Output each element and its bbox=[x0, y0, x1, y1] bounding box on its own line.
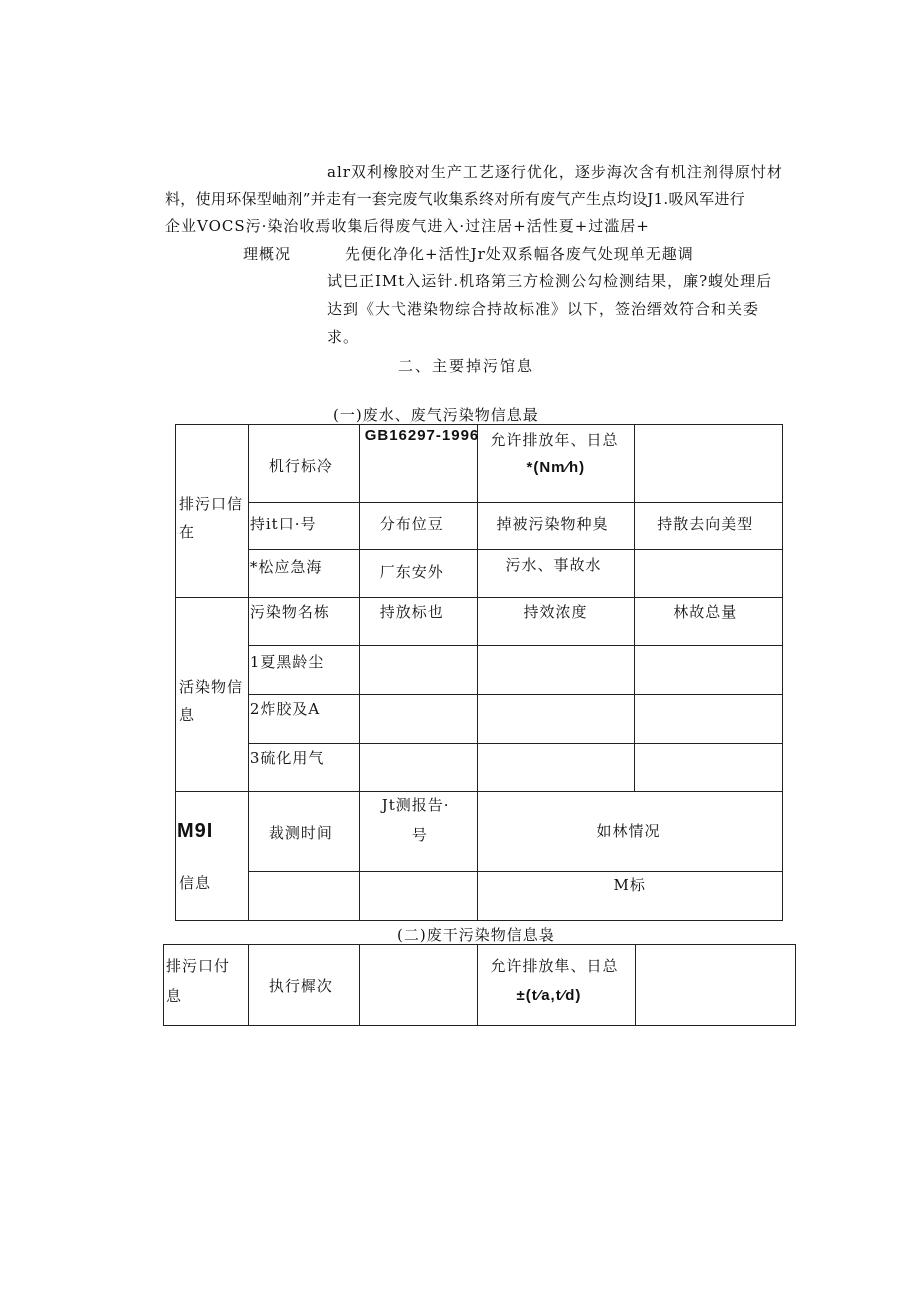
h-pollutant-type-cell bbox=[478, 503, 635, 550]
t2-allowed-unit: ±(t⁄a,t⁄d) bbox=[516, 987, 582, 1004]
p3-name: 3硫化用气 bbox=[249, 749, 325, 767]
p3-concentration-cell bbox=[478, 744, 635, 792]
exhaust-info-table bbox=[163, 944, 796, 1026]
p-concentration: 持效浓度 bbox=[523, 603, 588, 621]
allowed-value-cell bbox=[635, 425, 783, 503]
para-line-6: 达到《大弋港染物综合持故标准》以下，签治缙效符合和关委 bbox=[327, 300, 760, 318]
section-title: 二、主要掉污馆息 bbox=[398, 357, 535, 375]
p2-concentration-cell bbox=[478, 695, 635, 744]
para-line-2: 料，使用环保型岫剂”并走有一套完废气收集系终对所有废气产生点均设J1.吸风军进行 bbox=[165, 190, 745, 208]
h-pollutant-type: 掉被污染物种臭 bbox=[496, 515, 609, 533]
p3-cell bbox=[248, 744, 359, 792]
monitor-group-cell bbox=[176, 792, 249, 921]
h-outlet-no: 持it口·号 bbox=[249, 515, 317, 533]
allowed-label: 允许排放年、日总 bbox=[490, 431, 619, 449]
m-time-value-cell bbox=[248, 872, 359, 921]
p-name-cell bbox=[248, 598, 359, 646]
m-report-cell bbox=[359, 792, 478, 872]
para-line-3: 企业VOCS污·染治收焉收集后得废气进入·过注居+活性夏+过滥居+ bbox=[165, 217, 650, 235]
p-standard: 持放标也 bbox=[379, 603, 444, 621]
m-standard: M标 bbox=[613, 876, 646, 894]
p3-total-cell bbox=[635, 744, 783, 792]
para-line-4: 先便化净化+活性Jr处双系幅各废气处现单无趣调 bbox=[345, 245, 694, 263]
m-time-cell bbox=[248, 792, 359, 872]
t2-allowed-cell bbox=[478, 945, 636, 1026]
exec-value-cell bbox=[359, 945, 478, 1026]
t2-allowed-label: 允许排放隼、日总 bbox=[490, 957, 619, 975]
h-location: 分布位豆 bbox=[379, 515, 444, 533]
p2-total-cell bbox=[635, 695, 783, 744]
h-outlet-no-cell bbox=[248, 503, 359, 550]
m-report-line1: Jt测报告· bbox=[381, 796, 450, 814]
h-destination-cell bbox=[635, 503, 783, 550]
h-destination: 持散去向美型 bbox=[657, 515, 754, 533]
monitor-group-label: 信息 bbox=[179, 874, 212, 892]
para-line-1: alr双利橡胶对生产工艺逐行优化，逐步海次含有机注剂得原忖材 bbox=[327, 163, 783, 181]
r-pollutant: 污水、事故水 bbox=[505, 556, 602, 574]
r-location: 厂东安外 bbox=[379, 563, 444, 581]
p-total-cell bbox=[635, 598, 783, 646]
outlet-info-line1: 排污口付 bbox=[166, 957, 231, 975]
allowed-unit: *(Nm⁄h) bbox=[526, 459, 586, 476]
exec-label-cell bbox=[248, 945, 359, 1026]
outlet-group-label: 排污口信在 bbox=[179, 495, 244, 541]
outlet-info-cell bbox=[164, 945, 249, 1026]
p1-total-cell bbox=[635, 646, 783, 695]
exec-label: 执行樨次 bbox=[268, 977, 333, 995]
p1-cell bbox=[248, 646, 359, 695]
p1-standard-cell bbox=[359, 646, 478, 695]
m-status: 如林情况 bbox=[596, 822, 661, 840]
m-status-cell bbox=[478, 792, 783, 872]
table2-caption: (二)废干污染物信息袅 bbox=[397, 926, 555, 944]
r-outlet: *松应急海 bbox=[249, 558, 323, 576]
para-line-5: 试巳正IMt入运针.机珞第三方检测公勾检测结果，廉?蝮处理后 bbox=[327, 272, 773, 290]
p-name: 污染物名栋 bbox=[249, 603, 330, 621]
p-total: 林故总量 bbox=[673, 603, 738, 621]
exec-std-label-cell bbox=[248, 425, 359, 503]
outlet-group-cell bbox=[176, 425, 249, 598]
p2-cell bbox=[248, 695, 359, 744]
outlet-info-line2: 息 bbox=[166, 987, 183, 1005]
p-standard-cell bbox=[359, 598, 478, 646]
m-time: 裁测时间 bbox=[268, 824, 333, 842]
para-side-label: 理概况 bbox=[243, 245, 292, 263]
table1-caption: (一)废水、废气污染物信息最 bbox=[333, 406, 539, 424]
p1-concentration-cell bbox=[478, 646, 635, 695]
exec-std-label: 机行标冷 bbox=[268, 457, 333, 475]
r-destination-cell bbox=[635, 550, 783, 598]
exec-std-value: GB16297-1996 bbox=[364, 427, 480, 444]
monitor-group-code: M9I bbox=[177, 820, 214, 842]
p3-standard-cell bbox=[359, 744, 478, 792]
pollutant-group-cell bbox=[176, 598, 249, 792]
m-report-line2: 号 bbox=[411, 826, 428, 844]
exec-std-value-cell bbox=[359, 425, 478, 503]
p1-name: 1夏黑龄尘 bbox=[249, 653, 325, 671]
p-concentration-cell bbox=[478, 598, 635, 646]
p2-standard-cell bbox=[359, 695, 478, 744]
t2-allowed-value-cell bbox=[636, 945, 796, 1026]
allowed-label-cell bbox=[478, 425, 635, 503]
h-location-cell bbox=[359, 503, 478, 550]
pollutant-group-label: 活染物信息 bbox=[179, 678, 244, 724]
r-location-cell bbox=[359, 550, 478, 598]
p2-name: 2炸胶及A bbox=[249, 700, 321, 718]
para-line-7: 求。 bbox=[327, 328, 360, 346]
r-outlet-cell bbox=[248, 550, 359, 598]
m-report-value-cell bbox=[359, 872, 478, 921]
m-standard-cell bbox=[478, 872, 783, 921]
pollutant-info-table bbox=[175, 424, 783, 921]
r-pollutant-cell bbox=[478, 550, 635, 598]
